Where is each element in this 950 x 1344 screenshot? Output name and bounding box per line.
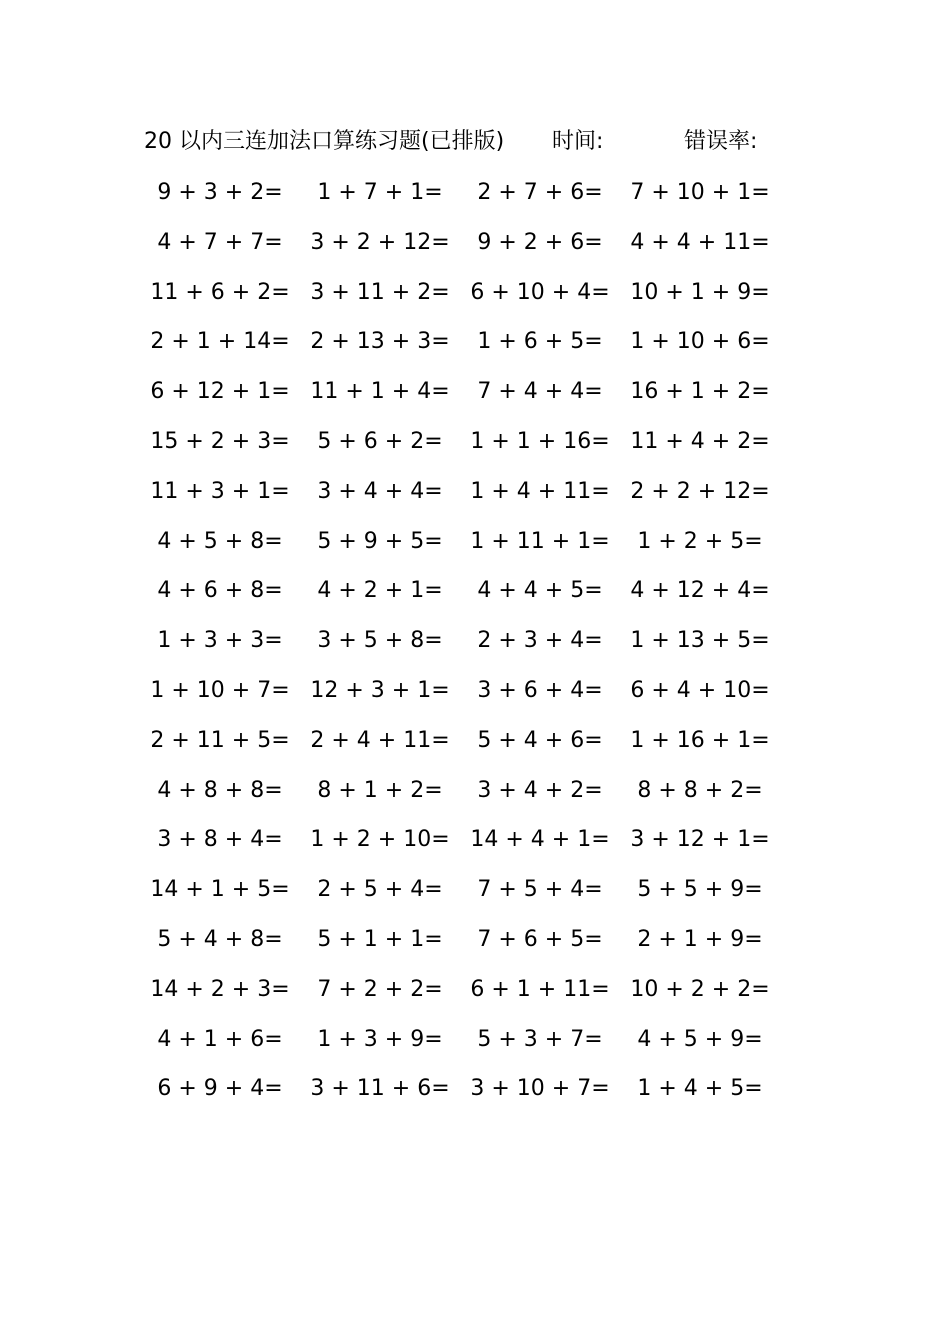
math-problem: 12 + 3 + 1= [310,677,450,703]
math-problem: 6 + 1 + 11= [470,976,610,1002]
math-problem: 1 + 6 + 5= [477,329,603,355]
math-problem: 2 + 13 + 3= [310,329,450,355]
math-problem: 5 + 4 + 6= [477,727,603,753]
math-problem: 16 + 1 + 2= [630,379,770,405]
math-problem: 15 + 2 + 3= [150,428,290,454]
math-problem: 1 + 2 + 10= [310,827,450,853]
math-problem: 11 + 3 + 1= [150,478,290,504]
math-problem: 7 + 4 + 4= [477,379,603,405]
math-problem: 2 + 4 + 11= [310,727,450,753]
worksheet-header [144,124,784,160]
error-rate-label: 错误率: [684,129,758,154]
math-problem: 5 + 4 + 8= [157,926,283,952]
math-problem: 6 + 12 + 1= [150,379,290,405]
math-problem: 4 + 5 + 9= [637,1026,763,1052]
math-problem: 3 + 6 + 4= [477,677,603,703]
math-problem: 1 + 11 + 1= [470,528,610,554]
math-problem: 11 + 1 + 4= [310,379,450,405]
math-problem: 4 + 6 + 8= [157,578,283,604]
math-problem: 7 + 6 + 5= [477,926,603,952]
math-problem: 2 + 2 + 12= [630,478,770,504]
math-problem: 3 + 8 + 4= [157,827,283,853]
problem-grid [140,168,780,1114]
math-problem: 3 + 2 + 12= [310,229,450,255]
math-problem: 6 + 4 + 10= [630,677,770,703]
math-problem: 11 + 4 + 2= [630,428,770,454]
math-problem: 2 + 5 + 4= [317,877,443,903]
math-problem: 4 + 8 + 8= [157,777,283,803]
math-problem: 7 + 5 + 4= [477,877,603,903]
math-problem: 1 + 3 + 9= [317,1026,443,1052]
math-problem: 3 + 4 + 2= [477,777,603,803]
math-problem: 4 + 5 + 8= [157,528,283,554]
math-problem: 9 + 3 + 2= [157,180,283,205]
math-problem: 3 + 5 + 8= [317,628,443,654]
math-problem: 1 + 13 + 5= [630,628,770,654]
math-problem: 5 + 5 + 9= [637,877,763,903]
math-problem: 4 + 7 + 7= [157,229,283,255]
math-problem: 1 + 1 + 16= [470,428,610,454]
math-problem: 1 + 4 + 11= [470,478,610,504]
math-problem: 5 + 3 + 7= [477,1026,603,1052]
math-problem: 3 + 4 + 4= [317,478,443,504]
math-problem: 5 + 6 + 2= [317,428,443,454]
math-problem: 7 + 10 + 1= [630,180,770,205]
math-problem: 1 + 10 + 7= [150,677,290,703]
math-problem: 10 + 1 + 9= [630,279,770,305]
math-problem: 7 + 2 + 2= [317,976,443,1002]
math-problem: 6 + 10 + 4= [470,279,610,305]
worksheet-title: 20 以内三连加法口算练习题(已排版) [144,129,505,154]
math-problem: 4 + 1 + 6= [157,1026,283,1052]
math-problem: 4 + 4 + 11= [630,229,770,255]
math-problem: 3 + 12 + 1= [630,827,770,853]
math-problem: 1 + 3 + 3= [157,628,283,654]
math-problem: 1 + 4 + 5= [637,1076,763,1102]
math-problem: 1 + 16 + 1= [630,727,770,753]
math-problem: 8 + 8 + 2= [637,777,763,803]
math-problem: 5 + 1 + 1= [317,926,443,952]
math-problem: 11 + 6 + 2= [150,279,290,305]
math-problem: 3 + 11 + 6= [310,1076,450,1102]
math-problem: 1 + 7 + 1= [317,180,443,205]
math-problem: 3 + 10 + 7= [470,1076,610,1102]
math-problem: 3 + 11 + 2= [310,279,450,305]
math-problem: 1 + 10 + 6= [630,329,770,355]
math-problem: 5 + 9 + 5= [317,528,443,554]
time-label: 时间: [552,129,604,154]
math-problem: 14 + 1 + 5= [150,877,290,903]
math-problem: 4 + 4 + 5= [477,578,603,604]
math-problem: 4 + 12 + 4= [630,578,770,604]
math-problem: 10 + 2 + 2= [630,976,770,1002]
math-problem: 4 + 2 + 1= [317,578,443,604]
math-problem: 9 + 2 + 6= [477,229,603,255]
math-problem: 2 + 11 + 5= [150,727,290,753]
math-problem: 2 + 1 + 14= [150,329,290,355]
math-problem: 6 + 9 + 4= [157,1076,283,1102]
math-problem: 14 + 4 + 1= [470,827,610,853]
math-problem: 1 + 2 + 5= [637,528,763,554]
math-problem: 2 + 7 + 6= [477,180,603,205]
math-problem: 14 + 2 + 3= [150,976,290,1002]
math-problem: 2 + 3 + 4= [477,628,603,654]
math-problem: 8 + 1 + 2= [317,777,443,803]
math-problem: 2 + 1 + 9= [637,926,763,952]
